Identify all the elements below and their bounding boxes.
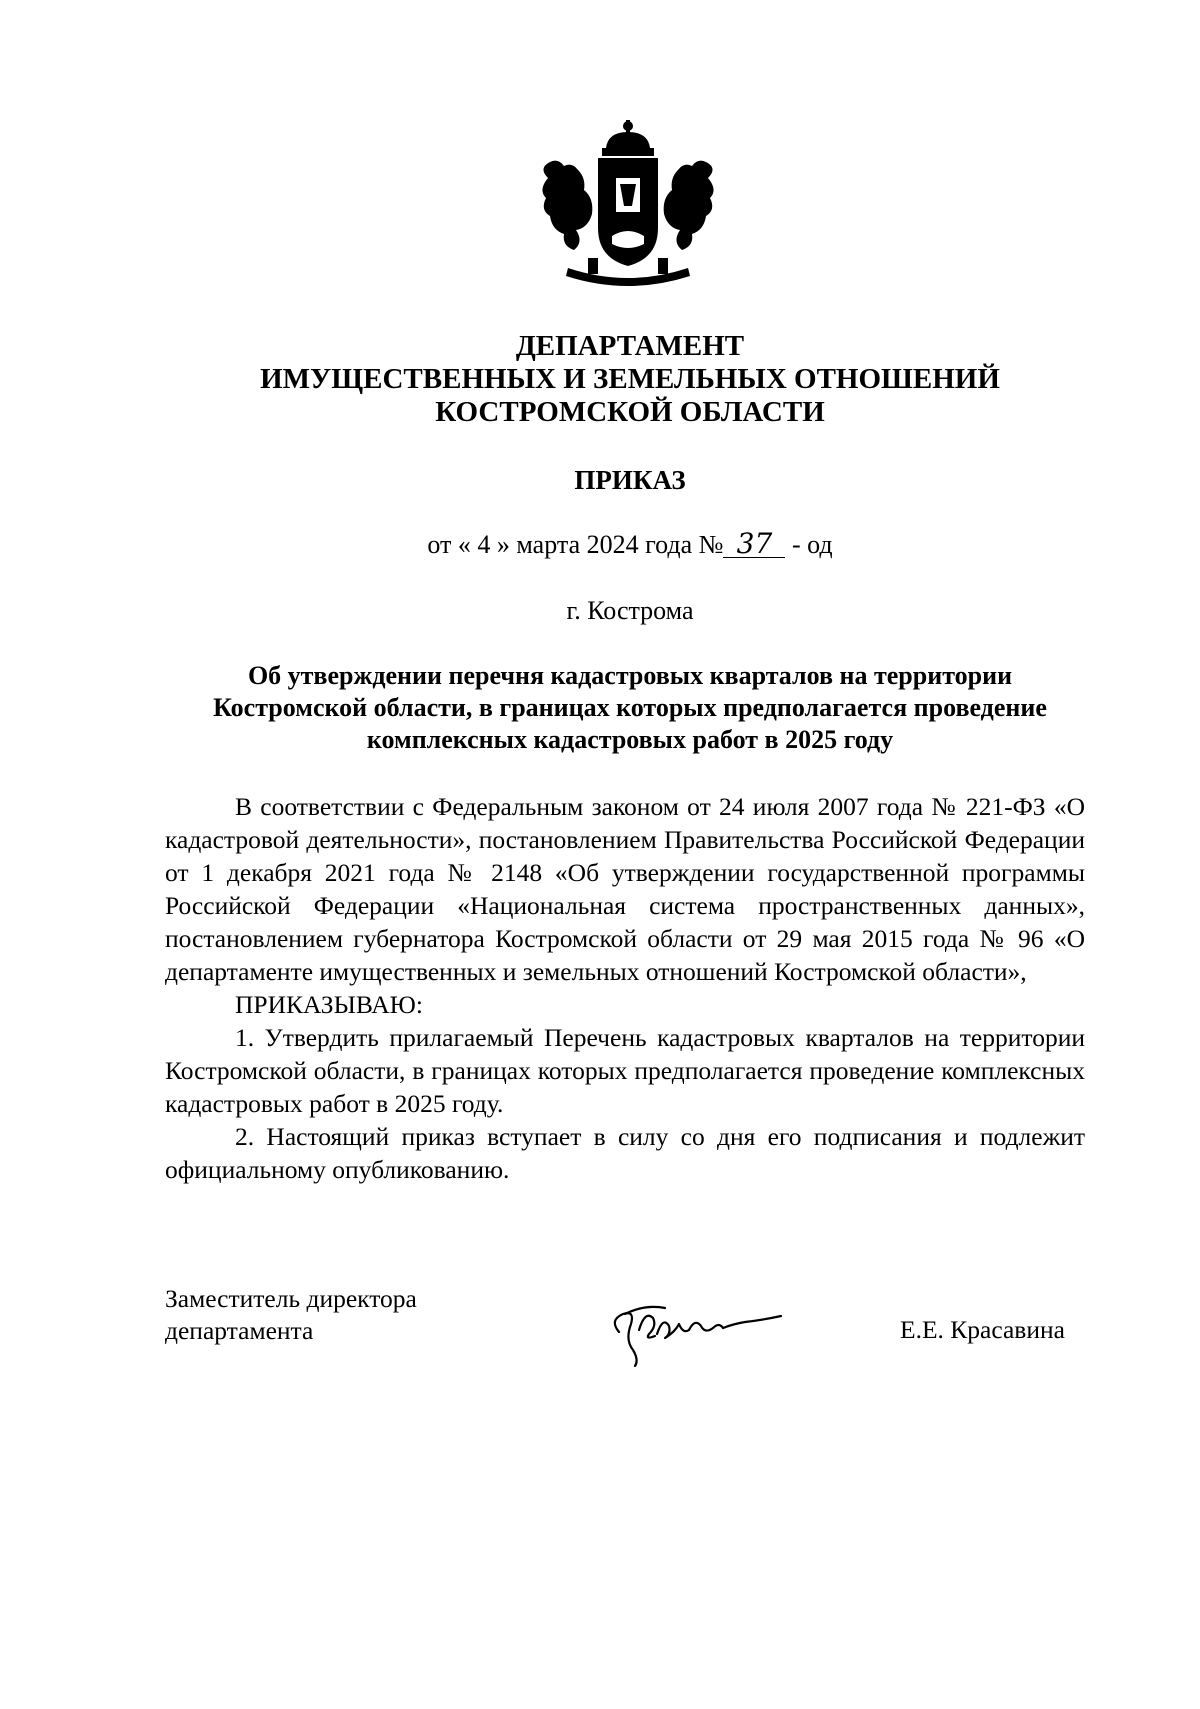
- department-header: [160, 330, 1100, 429]
- position-line-1: Заместитель директора: [165, 1284, 417, 1313]
- signatory-position: [165, 1283, 417, 1347]
- subject-line-3: комплексных кадастровых работ в 2025 году: [366, 725, 894, 754]
- preamble-paragraph: В соответствии с Федеральным законом от 24 июля 2007 года № 221-ФЗ «О кадастровой деятельности», постановлением Правительства Российской Федерации от 1 декабря 2021 года № 2148 «Об утверждении государственной программы Российской Федерации «Национальная система пространственных данных», постановлением губернатора Костромской области от 29 мая 2015 года № 96 «О департаменте имущественных и земельных отношений Костромской области»,: [165, 792, 1085, 986]
- header-line-3: КОСТРОМСКОЙ ОБЛАСТИ: [435, 396, 825, 428]
- order-title: ПРИКАЗ: [574, 465, 686, 495]
- order-subject: [160, 660, 1100, 756]
- signatory-name: Е.Е. Красавина: [900, 1315, 1065, 1344]
- order-number: 37: [723, 531, 785, 558]
- order-city: г. Кострома: [566, 596, 694, 625]
- header-line-2: ИМУЩЕСТВЕННЫХ И ЗЕМЕЛЬНЫХ ОТНОШЕНИЙ: [260, 363, 1000, 395]
- order-item-2: 2. Настоящий приказ вступает в силу со дня его подписания и подлежит официальному опубликованию.: [165, 1122, 1085, 1184]
- order-suffix: - од: [785, 530, 833, 559]
- header-line-1: ДЕПАРТАМЕНТ: [515, 330, 745, 362]
- order-date: от « 4 » марта 2024 года №: [427, 530, 724, 559]
- kostroma-coat-of-arms-icon: [528, 118, 728, 298]
- position-line-2: департамента: [165, 1316, 314, 1345]
- handwritten-signature-icon: [605, 1290, 790, 1370]
- order-date-line: [160, 527, 1100, 560]
- order-word: ПРИКАЗЫВАЮ:: [235, 990, 423, 1019]
- order-item-1: 1. Утвердить прилагаемый Перечень кадастровых кварталов на территории Костромской области, в границах которых предполагается проведение комплексных кадастровых работ в 2025 году.: [165, 1023, 1085, 1118]
- subject-line-2: Костромской области, в границах которых предполагается проведение: [213, 693, 1047, 722]
- subject-line-1: Об утверждении перечня кадастровых кварталов на территории: [247, 661, 1013, 690]
- order-body: [165, 790, 1085, 1186]
